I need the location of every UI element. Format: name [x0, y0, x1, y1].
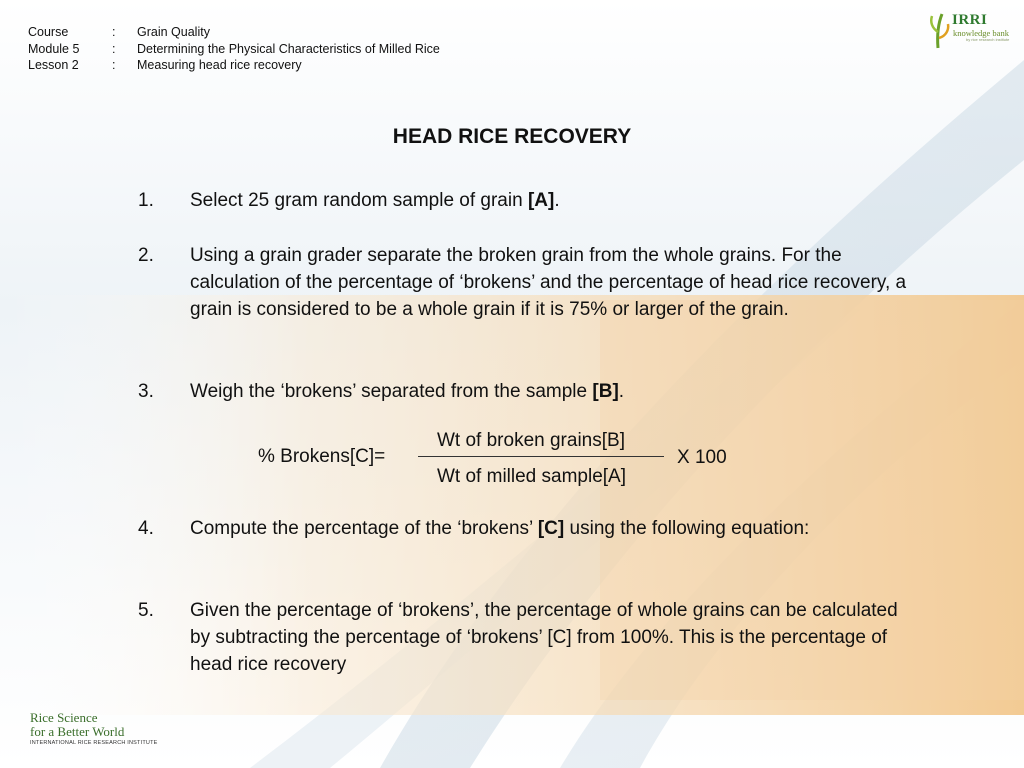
header-value: Determining the Physical Characteristics of Milled Rice — [137, 41, 440, 56]
header-row-course — [28, 24, 440, 41]
step-3 — [138, 378, 908, 405]
header-key: Lesson 2 — [28, 58, 79, 72]
step-text — [190, 515, 908, 542]
step-number: 3. — [138, 381, 154, 402]
formula-denominator: Wt of milled sample[A] — [437, 466, 626, 487]
step-text-bold: [C] — [537, 518, 565, 539]
step-text-main: Using a grain grader separate the broken grain from the whole grains. For the calculation of the percentage of ‘brokens’ and the percentage of head rice recovery, a grain is considered to be a whole grain if it is 75% or larger of the grain. — [190, 245, 907, 320]
irri-logo-sub: by rice research institute — [966, 37, 1010, 42]
header-value: Grain Quality — [137, 25, 210, 39]
step-text-bold: [A] — [527, 190, 555, 211]
step-text-main: Given the percentage of ‘brokens’, the percentage of whole grains can be calculated by subtracting the percentage of ‘brokens’ [C] from 100%. This is the percentage of head rice recovery — [190, 600, 898, 675]
step-text — [190, 378, 908, 405]
step-text-main: Select 25 gram random sample of grain — [190, 190, 528, 211]
header-row-lesson — [28, 57, 440, 74]
logo-line-1: Rice Science — [30, 710, 98, 725]
rice-sprout-icon — [926, 10, 952, 50]
step-2 — [138, 242, 908, 323]
step-4 — [138, 515, 908, 542]
step-5 — [138, 597, 908, 678]
logo-line-2: for a Better World — [30, 724, 125, 739]
step-text-bold: [B] — [592, 381, 619, 402]
irri-logo-name: IRRI — [952, 12, 988, 28]
rice-science-logo — [28, 710, 158, 754]
header-row-module — [28, 41, 440, 58]
step-text-end: . — [618, 381, 625, 402]
header-value: Measuring head rice recovery — [137, 58, 302, 72]
step-text-main: Weigh the ‘brokens’ separated from the sample — [190, 381, 593, 402]
step-text-end: . — [554, 190, 560, 211]
step-number: 4. — [138, 518, 154, 539]
brokens-formula — [0, 428, 1024, 494]
step-text-end: using the following equation: — [564, 518, 810, 539]
slide-title: HEAD RICE RECOVERY — [392, 125, 632, 148]
header-key: Module 5 — [28, 41, 80, 56]
logo-line-3: INTERNATIONAL RICE RESEARCH INSTITUTE — [30, 740, 158, 746]
formula-numerator: Wt of broken grains[B] — [437, 430, 625, 451]
header-separator: : — [112, 25, 116, 39]
header-key: Course — [28, 25, 69, 39]
step-text — [190, 242, 908, 323]
step-1 — [138, 187, 908, 214]
formula-multiplier: X 100 — [677, 447, 727, 468]
step-text-main: Compute the percentage of the ‘brokens’ — [190, 518, 538, 539]
formula-label: % Brokens[C]= — [258, 446, 386, 467]
step-number: 5. — [138, 600, 154, 621]
step-number: 2. — [138, 245, 154, 266]
header-separator: : — [112, 58, 116, 72]
header-separator: : — [112, 41, 116, 56]
course-header — [28, 24, 440, 74]
step-text — [190, 187, 908, 214]
irri-logo-tagline: knowledge bank — [953, 28, 1009, 38]
step-text — [190, 597, 908, 678]
irri-logo — [926, 10, 1016, 50]
step-number: 1. — [138, 190, 154, 211]
fraction-bar — [418, 456, 664, 457]
